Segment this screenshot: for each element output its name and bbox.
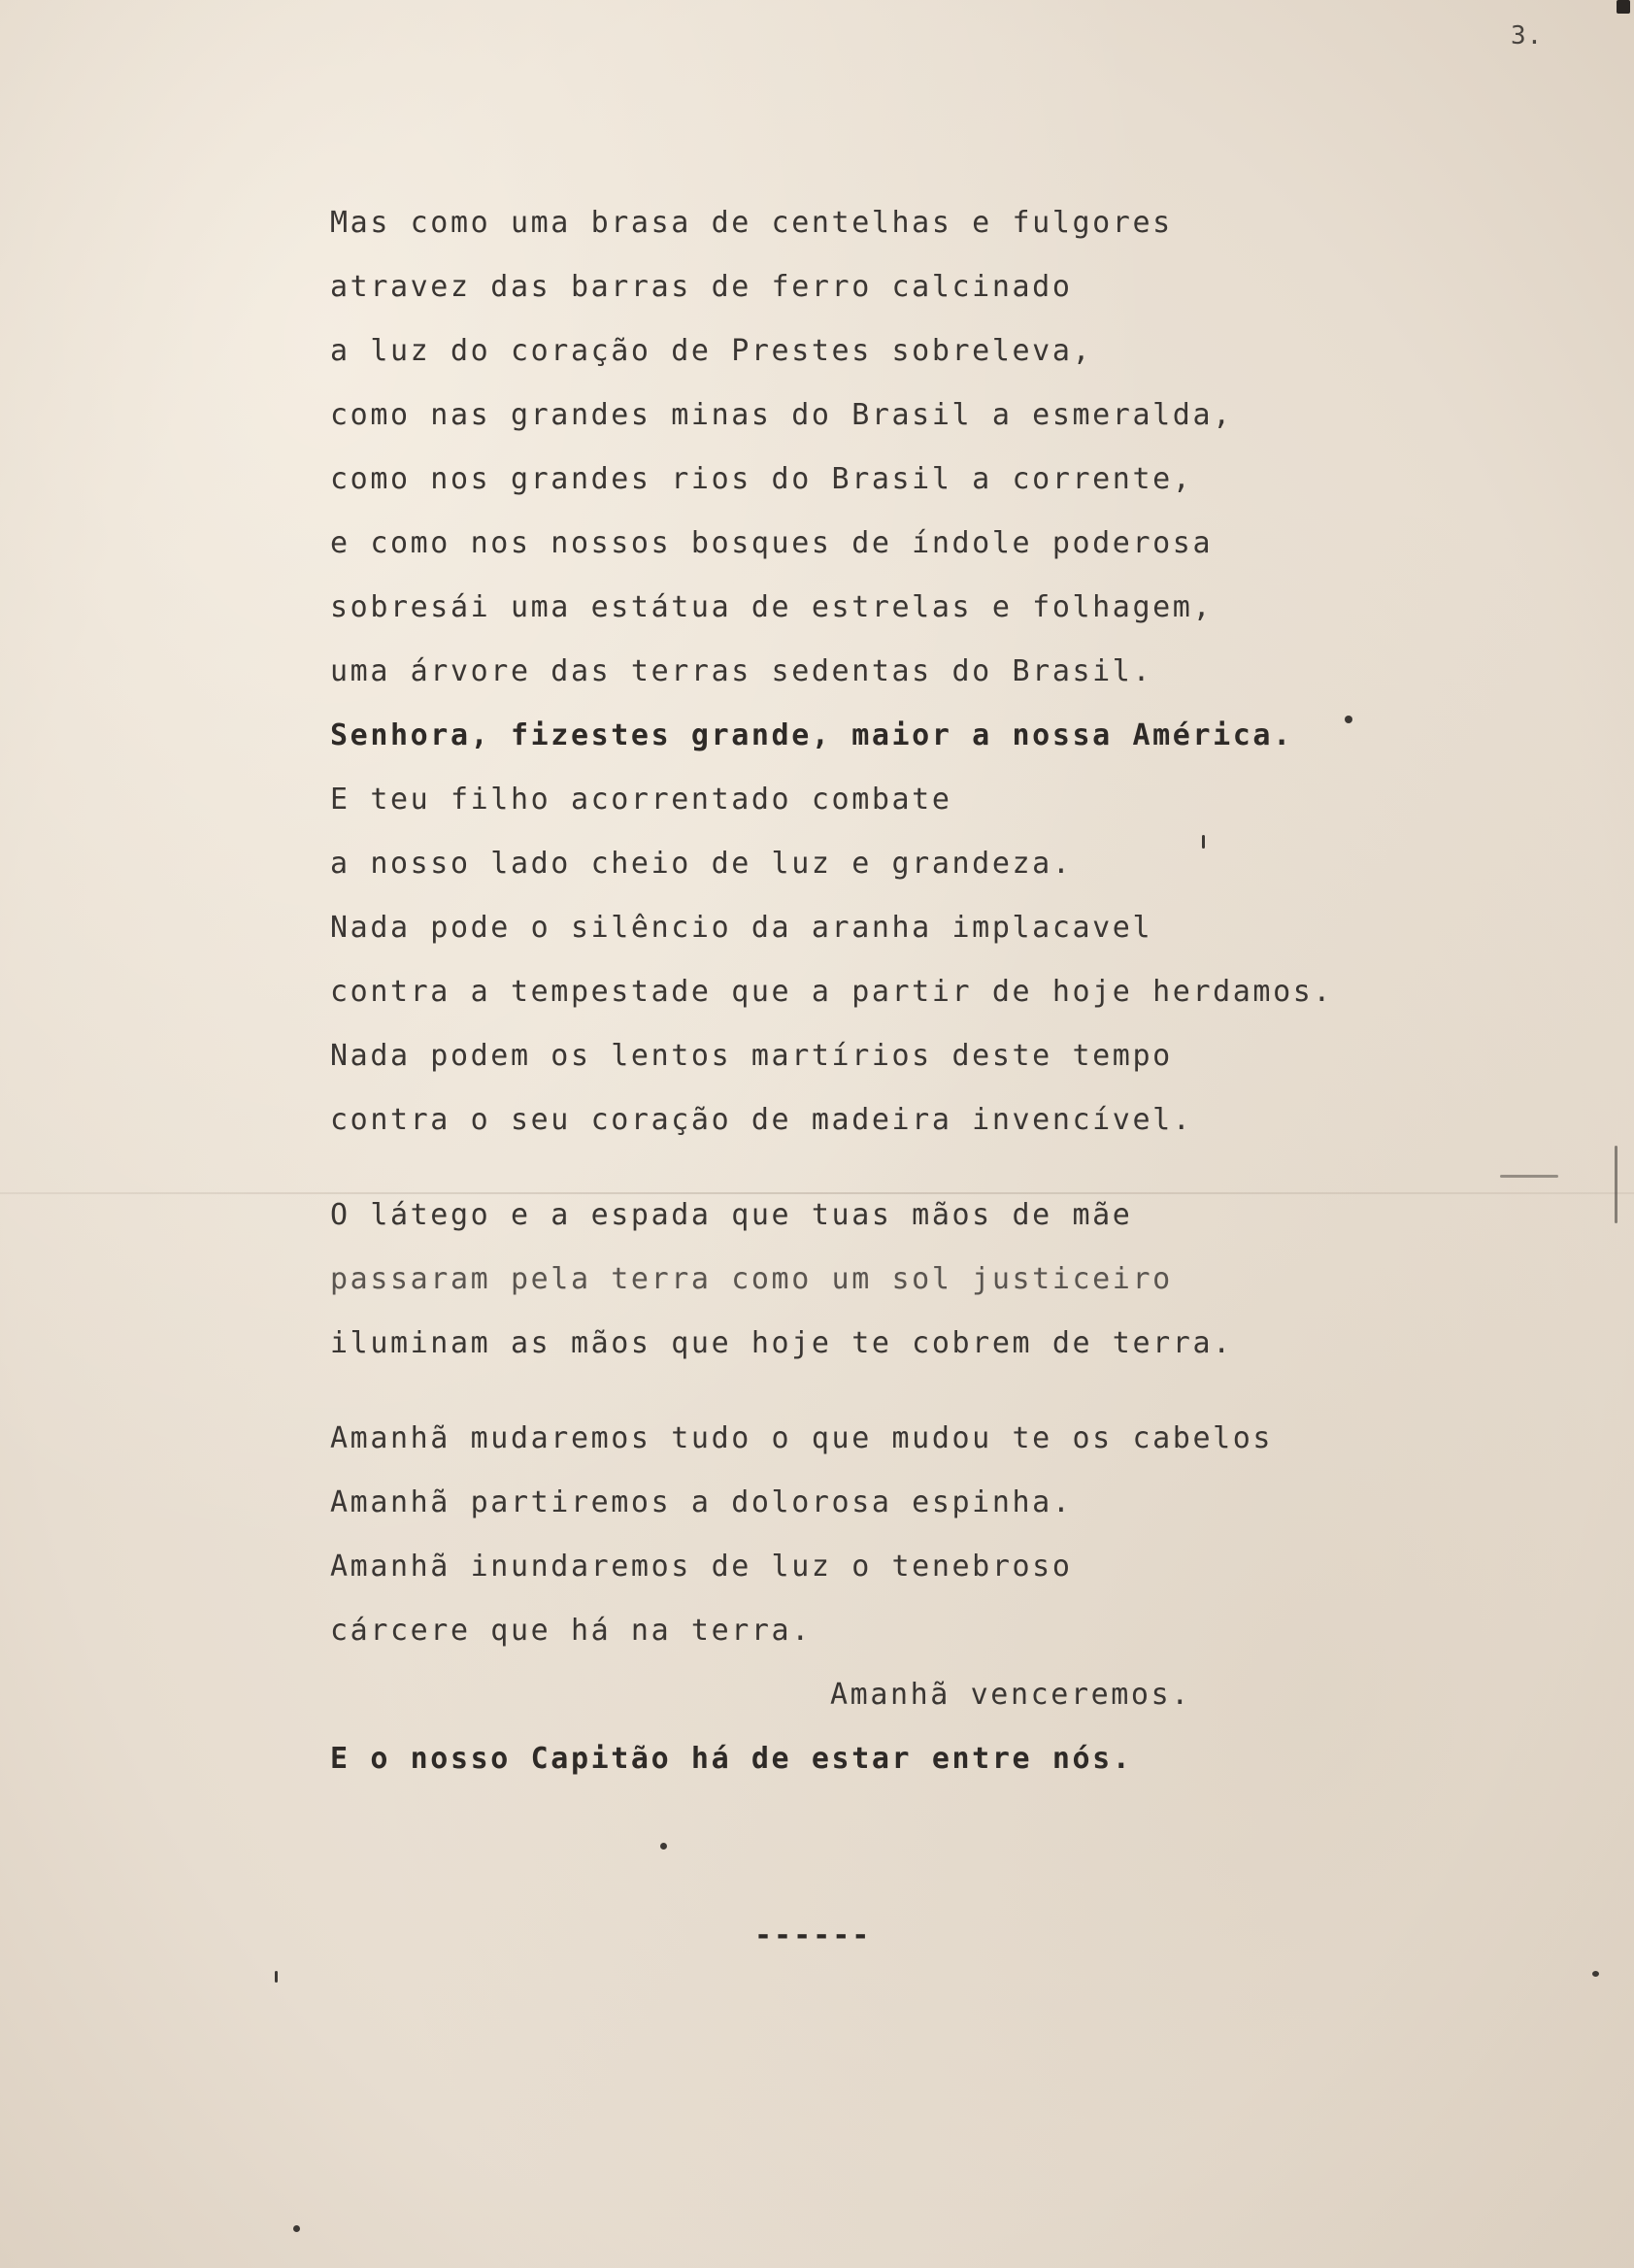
poem-line: a luz do coração de Prestes sobreleva,: [330, 334, 1093, 368]
poem-line: Amanhã partiremos a dolorosa espinha.: [330, 1485, 1073, 1519]
poem-line: sobresái uma estátua de estrelas e folhagem,: [330, 590, 1214, 624]
poem-line: a nosso lado cheio de luz e grandeza.: [330, 847, 1073, 881]
poem-line: cárcere que há na terra.: [330, 1614, 812, 1648]
page-number: 3.: [1511, 21, 1544, 50]
poem-line: Senhora, fizestes grande, maior a nossa América.: [330, 718, 1293, 752]
paper-mark: [1617, 0, 1630, 14]
poem-line: uma árvore das terras sedentas do Brasil.: [330, 654, 1153, 688]
poem-line: contra o seu coração de madeira invencível.: [330, 1103, 1193, 1137]
poem-line: passaram pela terra como um sol justiceiro: [330, 1262, 1173, 1296]
paper-fold: [0, 1192, 1634, 1194]
paper-speck: [1345, 716, 1352, 723]
paper-mark: [1615, 1146, 1617, 1223]
paper-mark: [1500, 1175, 1558, 1178]
poem-line: como nas grandes minas do Brasil a esmeralda,: [330, 398, 1233, 432]
poem-line: Amanhã venceremos.: [830, 1678, 1191, 1712]
poem-line: Amanhã inundaremos de luz o tenebroso: [330, 1550, 1073, 1584]
paper-speck: [293, 2225, 300, 2232]
poem-line: O látego e a espada que tuas mãos de mãe: [330, 1198, 1133, 1232]
paper-speck: [660, 1843, 667, 1850]
paper-speck: [1592, 1971, 1599, 1977]
end-separator: ------: [754, 1918, 872, 1952]
poem-line: contra a tempestade que a partir de hoje herdamos.: [330, 975, 1334, 1009]
poem-line: Mas como uma brasa de centelhas e fulgores: [330, 206, 1173, 240]
poem-line: e como nos nossos bosques de índole poderosa: [330, 526, 1214, 560]
poem-line: E o nosso Capitão há de estar entre nós.: [330, 1742, 1133, 1776]
paper-speck: [1202, 835, 1205, 849]
poem-line: Nada pode o silêncio da aranha implacavel: [330, 911, 1153, 945]
poem-line: atravez das barras de ferro calcinado: [330, 270, 1073, 304]
poem-line: Amanhã mudaremos tudo o que mudou te os cabelos: [330, 1421, 1274, 1455]
poem-line: iluminam as mãos que hoje te cobrem de terra.: [330, 1326, 1233, 1360]
paper-speck: [275, 1971, 278, 1983]
poem-line: como nos grandes rios do Brasil a corrente,: [330, 462, 1193, 496]
poem-line: Nada podem os lentos martírios deste tempo: [330, 1039, 1173, 1073]
poem-line: E teu filho acorrentado combate: [330, 783, 952, 817]
